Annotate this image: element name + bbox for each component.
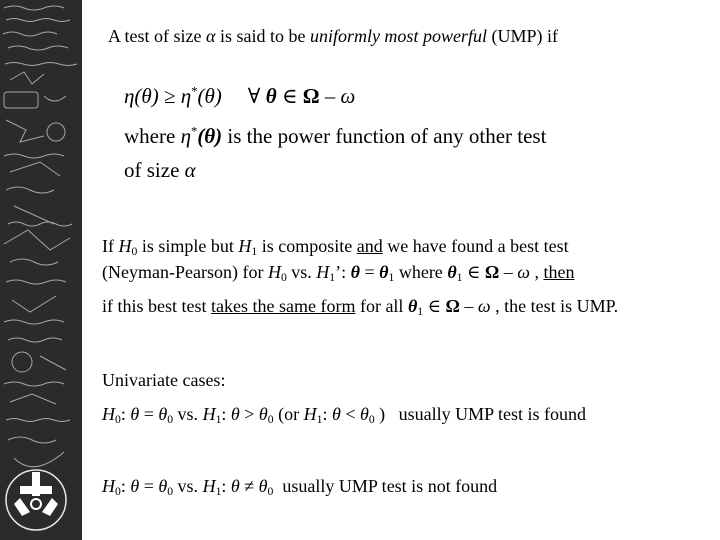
- subscript: 0: [267, 484, 274, 498]
- theta-bold: θ: [265, 84, 277, 108]
- size-line: [124, 158, 196, 183]
- underlined-and: and: [356, 236, 383, 256]
- h-symbol: H: [303, 404, 317, 424]
- h-symbol: H: [202, 404, 216, 424]
- text: =: [359, 262, 380, 282]
- text: is composite: [257, 236, 357, 256]
- h-symbol: H: [267, 262, 281, 282]
- theta-symbol: θ: [230, 476, 240, 496]
- text: :: [322, 404, 332, 424]
- theta-symbol: θ: [130, 476, 140, 496]
- where-word: where: [124, 124, 181, 148]
- theta-symbol: θ: [130, 404, 140, 424]
- para-line-2: [102, 262, 574, 283]
- text: vs.: [286, 262, 317, 282]
- intro-text: A test of size: [108, 26, 206, 46]
- eta-star-symbol: η: [180, 84, 192, 108]
- chalkboard-doodles: [0, 0, 82, 540]
- subscript: 0: [280, 270, 287, 284]
- subscript: 0: [267, 412, 274, 426]
- text: :: [120, 476, 131, 496]
- ump-formula: [124, 84, 355, 109]
- theta-bold: θ: [447, 262, 457, 282]
- theta-symbol: θ: [258, 476, 268, 496]
- subscript: 1: [388, 270, 395, 284]
- omega-big: Ω: [445, 296, 460, 316]
- theta-bold: θ: [379, 262, 389, 282]
- subscript: 1: [251, 244, 258, 258]
- theta-arg-2: (θ): [197, 84, 222, 108]
- alpha-symbol: α: [184, 158, 196, 182]
- theta-symbol: θ: [331, 404, 341, 424]
- eta-symbol: η: [124, 84, 135, 108]
- h-symbol: H: [202, 476, 216, 496]
- where-rest: is the power function of any other test: [222, 124, 547, 148]
- theta-symbol: θ: [230, 404, 240, 424]
- text: >: [239, 404, 259, 424]
- text: , the test is UMP.: [490, 296, 619, 316]
- omega-small: ω: [340, 84, 356, 108]
- text: =: [139, 476, 159, 496]
- university-crest-icon: [6, 470, 66, 530]
- text: ∈: [423, 296, 446, 316]
- text: =: [139, 404, 159, 424]
- text: If: [102, 236, 119, 256]
- star-superscript: *: [190, 124, 198, 139]
- text: vs.: [173, 404, 203, 424]
- theta-bold: θ: [350, 262, 360, 282]
- star-superscript: *: [191, 84, 198, 99]
- intro-text-3: (UMP) if: [486, 26, 558, 46]
- eta-symbol: η: [180, 124, 191, 148]
- minus-symbol: –: [319, 84, 341, 108]
- size-text: of size: [124, 158, 185, 182]
- theta-arg: (θ): [134, 84, 159, 108]
- theta-symbol: θ: [158, 476, 168, 496]
- case-2-note: usually UMP test is not found: [282, 476, 498, 496]
- underlined-same-form: takes the same form: [211, 296, 356, 316]
- text: (Neyman-Pearson) for: [102, 262, 268, 282]
- para-line-1: [102, 236, 569, 257]
- omega-big: Ω: [484, 262, 500, 282]
- text: ’:: [335, 262, 351, 282]
- text: for all: [355, 296, 408, 316]
- theta-symbol: θ: [359, 404, 369, 424]
- text: –: [459, 296, 478, 316]
- text: <: [340, 404, 360, 424]
- subscript: 0: [115, 484, 121, 498]
- intro-line: [108, 26, 558, 47]
- text: ≠: [239, 476, 259, 496]
- theta-symbol: θ: [258, 404, 268, 424]
- subscript: 1: [215, 412, 222, 426]
- ump-term: uniformly most powerful: [309, 26, 487, 46]
- subscript: 1: [329, 270, 336, 284]
- text: if this best test: [102, 296, 211, 316]
- text: where: [394, 262, 448, 282]
- case-2-line: [102, 476, 497, 497]
- h-symbol: H: [316, 262, 330, 282]
- case-1-line: [102, 404, 586, 425]
- text: :: [120, 404, 131, 424]
- subscript: 0: [368, 412, 375, 426]
- forall-symbol: ∀: [247, 84, 261, 108]
- slide-content: [82, 0, 720, 540]
- text: we have found a best test: [382, 236, 569, 256]
- subscript: 1: [316, 412, 323, 426]
- subscript: 0: [115, 412, 121, 426]
- subscript: 1: [456, 270, 463, 284]
- h-symbol: H: [102, 404, 115, 424]
- alpha-symbol: α: [205, 26, 216, 46]
- text: ): [374, 404, 386, 424]
- text: –: [499, 262, 518, 282]
- omega-small: ω: [517, 262, 530, 282]
- where-line: [124, 124, 546, 149]
- theta-arg: (θ): [197, 124, 223, 148]
- omega-small: ω: [477, 296, 491, 316]
- text: ,: [529, 262, 544, 282]
- text: :: [221, 404, 231, 424]
- case-1-note: usually UMP test is found: [398, 404, 586, 424]
- text: vs.: [173, 476, 203, 496]
- text: is simple but: [137, 236, 239, 256]
- in-symbol: ∈: [276, 84, 303, 108]
- text: ∈: [462, 262, 485, 282]
- subscript: 0: [167, 484, 174, 498]
- h-symbol: H: [238, 236, 252, 256]
- univariate-heading: Univariate cases:: [102, 370, 226, 390]
- text: :: [221, 476, 231, 496]
- subscript: 1: [417, 304, 424, 318]
- sidebar-decoration: [0, 0, 82, 540]
- subscript: 0: [167, 412, 174, 426]
- geq-symbol: ≥: [158, 84, 181, 108]
- underlined-then: then: [543, 262, 575, 282]
- theta-bold: θ: [407, 296, 418, 316]
- subscript: 0: [131, 244, 138, 258]
- h-symbol: H: [102, 476, 115, 496]
- intro-text-2: is said to be: [215, 26, 310, 46]
- para-line-3: [102, 296, 618, 317]
- text: (or: [273, 404, 304, 424]
- omega-big: Ω: [302, 84, 320, 108]
- subscript: 1: [215, 484, 222, 498]
- theta-symbol: θ: [158, 404, 168, 424]
- h-symbol: H: [118, 236, 132, 256]
